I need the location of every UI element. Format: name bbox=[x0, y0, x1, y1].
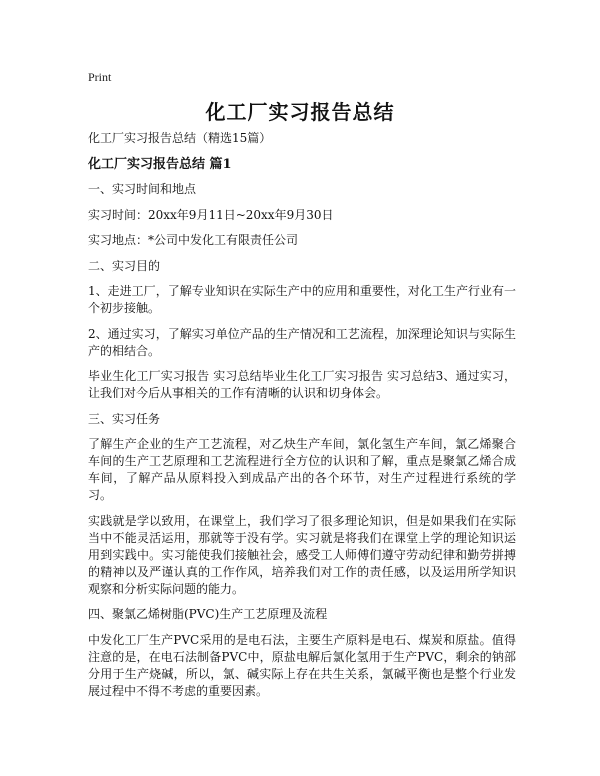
paragraph-internship-place: 实习地点：*公司中发化工有限责任公司 bbox=[88, 233, 299, 247]
document-subtitle: 化工厂实习报告总结（精选15篇） bbox=[88, 131, 272, 145]
paragraph-tasks-1: 了解生产企业的生产工艺流程，对乙炔生产车间，氯化氢生产车间，氯乙烯聚合车间的生产工艺原理和工艺流程进行全方位的认识和了解，重点是聚氯乙烯合成车间，了解产品从原料投入到成品产出的各个环节，对生产过程进行系统的学习。 bbox=[88, 437, 516, 502]
paragraph-purpose-3: 毕业生化工厂实习报告 实习总结毕业生化工厂实习报告 实习总结3、通过实习，让我们对今后从事相关的工作有清晰的认识和切身体会。 bbox=[88, 369, 516, 400]
heading-internship-purpose: 二、实习目的 bbox=[88, 258, 161, 273]
document-title: 化工厂实习报告总结 bbox=[205, 100, 395, 124]
heading-internship-time-place: 一、实习时间和地点 bbox=[88, 182, 197, 196]
paragraph-purpose-2: 2、通过实习，了解实习单位产品的生产情况和工艺流程，加深理论知识与实际生产的相结合。 bbox=[88, 326, 516, 358]
paragraph-pvc-process: 中发化工厂生产PVC采用的是电石法，主要生产原料是电石、煤炭和原盐。值得注意的是，在电石法制备PVC中，原盐电解后氯化氢用于生产PVC，剩余的钠部分用于生产烧碱，所以，氯、碱实际上存在共生关系，氯碱平衡也是整个行业发展过程中不得不考虑的重要因素。 bbox=[88, 632, 516, 698]
document-body bbox=[88, 130, 516, 708]
paragraph-internship-time: 实习时间：20xx年9月11日~20xx年9月30日 bbox=[88, 207, 334, 222]
heading-pvc-process: 四、聚氯乙烯树脂(PVC)生产工艺原理及流程 bbox=[88, 607, 328, 621]
print-label: Print bbox=[88, 70, 112, 84]
section-heading: 化工厂实习报告总结 篇1 bbox=[88, 156, 232, 172]
paragraph-purpose-1: 1、走进工厂，了解专业知识在实际生产中的应用和重要性，对化工生产行业有一个初步接触。 bbox=[88, 284, 516, 315]
heading-internship-tasks: 三、实习任务 bbox=[88, 411, 161, 426]
paragraph-tasks-2: 实践就是学以致用，在课堂上，我们学习了很多理论知识，但是如果我们在实际当中不能灵活运用，那就等于没有学。实习就是将我们在课堂上学的理论知识运用到实践中。实习能使我们接触社会，感受工人师傅们遵守劳动纪律和勤劳拼搏的精神以及严谨认真的工作作风，培养我们对工作的责任感，以及运用所学知识观察和分析实际问题的能力。 bbox=[88, 513, 516, 596]
